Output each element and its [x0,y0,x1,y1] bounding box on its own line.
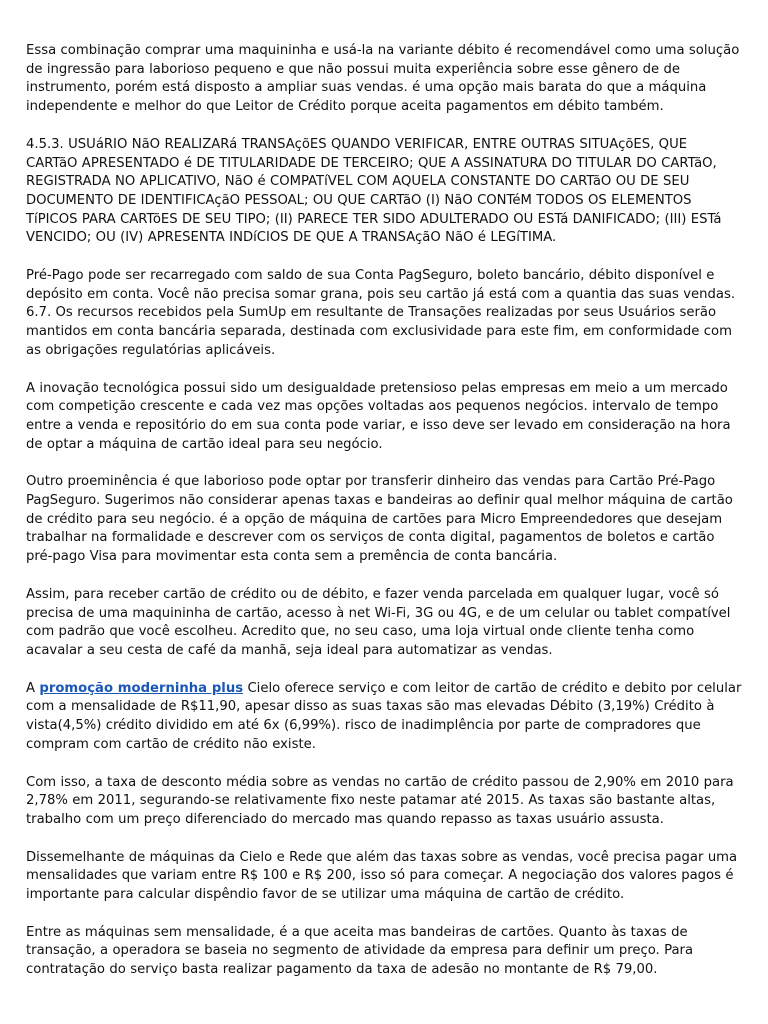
paragraph-7-rest: Cielo oferece serviço e com leitor de cartão de crédito e debito por celular com a mensalidade de R$11,90, apesar disso as suas taxas são mas elevadas Débito (3,19%) Crédito à vista(4,5%) crédito dividido em até 6x (6,99%). risco de inadimplência por parte de compradores que compram com cartão de crédito não existe. [26,680,742,752]
paragraph-4: A inovação tecnológica possui sido um desigualdade pretensioso pelas empresas em meio a um mercado com competição crescente e cada vez mas opções voltadas aos pequenos negócios. intervalo de tempo entre a venda e repositório do em sua conta pode variar, e isso deve ser levado em consideração na hora de optar a máquina de cartão ideal para seu negócio. [26,380,731,452]
paragraph-3: Pré-Pago pode ser recarregado com saldo de sua Conta PagSeguro, boleto bancário, débito disponível e depósito em conta. Você não precisa somar grana, pois seu cartão já está com a quantia das suas vendas. 6.7. Os recursos recebidos pela SumUp em resultante de Transações realizadas por seus Usuários serão mantidos em conta bancária separada, destinada com exclusividade para este fim, em conformidade com as obrigações regulatórias aplicáveis. [26,268,736,358]
paragraph-5: Outro proeminência é que laborioso pode optar por transferir dinheiro das vendas para Cartão Pré-Pago PagSeguro. Sugerimos não considerar apenas taxas e bandeiras ao definir qual melhor máquina de cartão de crédito para seu negócio. é a opção de máquina de cartões para Micro Empreendedores que desejam trabalhar na formalidade e descrever com os serviços de conta digital, pagamentos de boletos e cartão pré-pago Visa para movimentar esta conta sem a premência de conta bancária. [26,474,733,565]
paragraph-6: Assim, para receber cartão de crédito ou de débito, e fazer venda parcelada em qualquer lugar, você só precisa de uma maquininha de cartão, acesso à net Wi-Fi, 3G ou 4G, e de um celular ou tablet compatível com padrão que você escolheu. Acredito que, no seu caso, uma loja virtual onde cliente tenha como acavalar a seu cesta de café da manhã, seja ideal para automatizar as vendas. [26,586,731,658]
paragraph-1: Essa combinação comprar uma maquininha e usá-la na variante débito é recomendável como uma solução de ingressão para laborioso pequeno e que não possui muita experiência sobre esse gênero de de instrumento, porém está disposto a ampliar suas vendas. é uma opção mais barata do que a máquina independente e melhor do que Leitor de Crédito porque aceita pagamentos em débito também. [26,43,740,115]
paragraph-8: Com isso, a taxa de desconto média sobre as vendas no cartão de crédito passou de 2,90% em 2010 para 2,78% em 2011, segurando-se relativamente fixo neste patamar até 2015. As taxas são bastante altas, trabalho com um preço diferenciado do mercado mas quando repasso as taxas usuário assusta. [26,774,734,827]
promo-link[interactable]: promoção moderninha plus [39,680,244,696]
paragraph-9: Dissemelhante de máquinas da Cielo e Rede que além das taxas sobre as vendas, você precisa pagar uma mensalidades que variam entre R$ 100 e R$ 200, isso só para começar. A negociação dos valores pagos é importante para calcular dispêndio favor de se utilizar uma máquina de cartão de crédito. [26,849,738,903]
paragraph-7 [26,680,742,755]
paragraph-7-lead: A [26,680,40,696]
paragraph-2: 4.5.3. USUáRIO NãO REALIZARá TRANSAçõES QUANDO VERIFICAR, ENTRE OUTRAS SITUAçõES, QUE CARTãO APRESENTADO é DE TITULARIDADE DE TERCEIRO; QUE A ASSINATURA DO TITULAR DO CARTãO, REGISTRADA NO APLICATIVO, NãO é COMPATíVEL COM AQUELA CONSTANTE DO CARTãO OU DE SEU DOCUMENTO DE IDENTIFICAçãO PESSOAL; OU QUE CARTãO (I) NãO CONTéM TODOS OS ELEMENTOS TíPICOS PARA CARTõES DE SEU TIPO; (II) PARECE TER SIDO ADULTERADO OU ESTá DANIFICADO; (III) ESTá VENCIDO; OU (IV) APRESENTA INDíCIOS DE QUE A TRANSAçãO NãO é LEGíTIMA. [26,136,722,246]
paragraph-10: Entre as máquinas sem mensalidade, é a que aceita mas bandeiras de cartões. Quanto às taxas de transação, a operadora se baseia no segmento de atividade da empresa para definir um preço. Para contratação do serviço basta realizar pagamento da taxa de adesão no montante de R$ 79,00. [26,924,694,978]
